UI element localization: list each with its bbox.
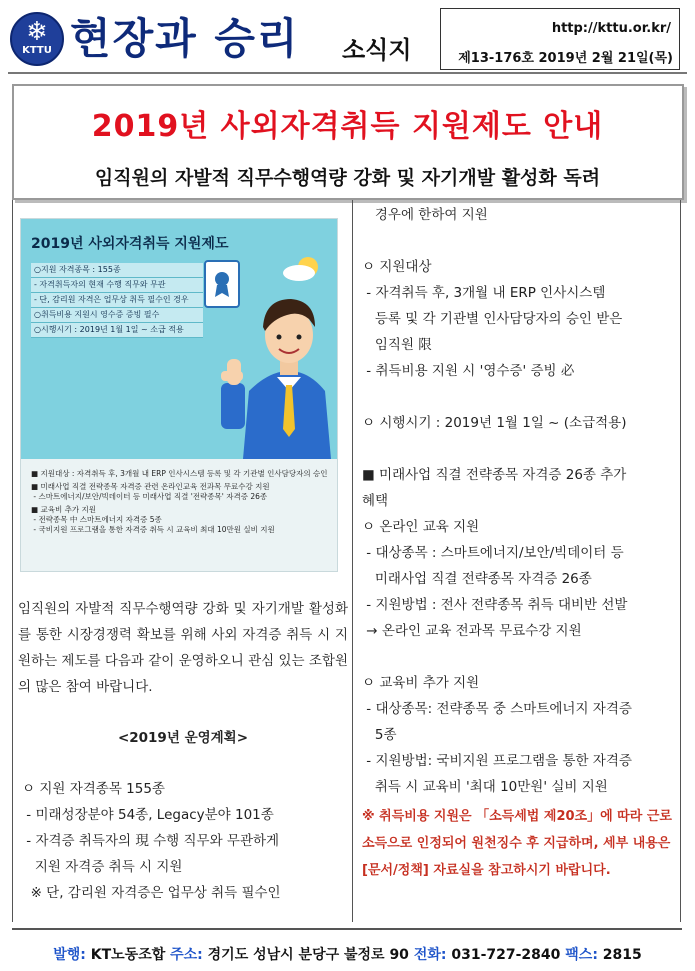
infographic-list [31,263,203,338]
list-item: ○지원 자격종목 : 155종 [31,263,203,278]
article-title: 2019년 사외자격취득 지원제도 안내 [91,109,604,144]
infographic-bullet: ■ 지원대상 : 자격취득 후, 3개월 내 ERP 인사시스템 등록 및 각 기관별 인사담당자의 승인 [31,469,328,478]
plan-details: ㅇ 지원 자격종목 155종 - 미래성장분야 54종, Legacy분야 101종 - 자격증 취득자의 現 수행 직무와 무관하게 지원 자격증 취득 시 지원 ※ 단, 감리원 자격증은 업무상 취득 필수인 [22,781,281,901]
kttu-logo [10,12,64,66]
issue-info: 제13-176호 2019년 2월 21일(목) [458,51,673,66]
intro-paragraph: 임직원의 자발적 직무수행역량 강화 및 자기개발 활성화를 통한 시장경쟁력 확보를 위해 사외 자격증 취득 시 지원하는 제도를 다음과 같이 운영하오니 관심 있는 조합원의 많은 참여 바랍니다. [18,601,348,695]
masthead-divider [8,72,687,74]
list-item: - 단, 감리원 자격은 업무상 취득 필수인 경우 [31,293,203,308]
fax-label: 팩스: [565,947,598,963]
site-url[interactable]: http://kttu.or.kr/ [551,21,671,36]
infographic-details [31,469,331,538]
publisher-label: 발행: [53,947,86,963]
notice-text: ※ 취득비용 지원은 「소득세법 제20조」에 따라 근로소득으로 인정되어 원천징수 후 지급하며, 세부 내용은 [문서/정책] 자료실을 참고하시기 바랍니다. [362,809,672,878]
infographic-bullet: ■ 교육비 추가 지원 - 전략종목 中 스마트에너지 자격증 5종 - 국비지원 프로그램을 통한 자격증 취득 시 교육비 최대 10만원 실비 지원 [31,505,275,534]
publisher: KT노동조합 [90,947,166,963]
footer [0,944,695,964]
infographic-header [21,219,337,459]
list-item: ○취득비용 지원시 영수증 증빙 필수 [31,308,203,323]
snowflake-icon: ❄ [26,17,48,47]
address-label: 주소: [170,947,203,963]
support-details: 경우에 한하여 지원 ㅇ 지원대상 - 자격취득 후, 3개월 내 ERP 인사시스템 등록 및 각 기관별 인사담당자의 승인 받은 임직원 限 - 취득비용 지원 시 '영수증' 증빙 必 ㅇ 시행시기 : 2019년 1월 1일 ~ (소급적용) ■ 미래사업 직결 전략종목 자격증 26종 추가 혜택 ㅇ 온라인 교육 지원 - 대상종목 : 스마트에너지/보안/빅데이터 등 미래사업 직결 전략종목 자격증 26종 - 지원방법 : 전사 전략종목 취득 대비반 선발 → 온라인 교육 전과목 무료수강 지원 ㅇ 교육비 추가 지원 - 대상종목: 전략종목 중 스마트에너지 자격증 5종 - 지원방법: 국비지원 프로그램을 통한 자격증 취득 시 교육비 '최대 10만원' 실비 지원 [362,207,632,795]
fax: 2815 [602,947,642,963]
list-item: ○시행시기 : 2019년 1월 1일 ~ 소급 적용 [31,323,203,338]
phone: 031-727-2840 [451,947,561,963]
column-divider [352,200,353,922]
plan-heading: <2019년 운영계획> [117,730,249,746]
newsletter-subtitle: 소식지 [342,35,412,64]
thumbs-up-man-illustration [203,253,333,459]
phone-label: 전화: [413,947,447,963]
newsletter-title: 현장과 승리 [70,14,300,63]
left-border [12,200,13,922]
issue-box [440,8,680,70]
footer-divider [12,928,682,930]
infographic-bullet: ■ 미래사업 직결 전략종목 자격증 관련 온라인교육 전과목 무료수강 지원 - 스마트에너지/보안/빅데이터 등 미래사업 직결 '전략종목' 자격증 26종 [31,482,270,501]
logo-text: KTTU [22,45,52,56]
address: 경기도 성남시 분당구 불정로 90 [207,947,409,963]
right-border [680,200,681,922]
article-subtitle: 임직원의 자발적 직무수행역량 강화 및 자기개발 활성화 독려 [94,167,601,189]
infographic [20,218,338,572]
infographic-title: 2019년 사외자격취득 지원제도 [31,236,229,252]
list-item: - 자격취득자의 현재 수행 직무와 무관 [31,278,203,293]
